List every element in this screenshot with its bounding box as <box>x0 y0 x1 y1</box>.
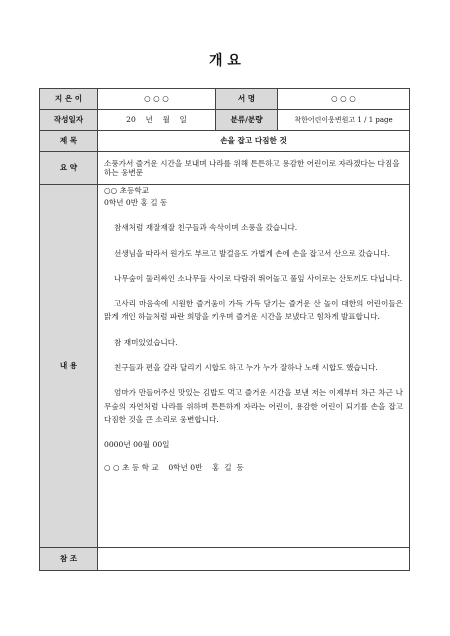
date-label: 작성일자 <box>40 110 98 131</box>
author-value: ○ ○ ○ <box>98 89 216 110</box>
reference-label: 참 조 <box>40 548 98 571</box>
date-line: 0000년 00월 00일 <box>104 440 170 450</box>
author-label: 지 은 이 <box>40 89 98 110</box>
paragraph-7: 엄마가 만들어주신 맛있는 김밥도 먹고 즐거운 시간을 보낸 저는 이제부터 차근 차근 나무숲의 자연처럼 나라를 위하며 튼튼하게 자라는 어린이, 용감한 어린이 되기를 손을 잡고 다짐한 것을 큰 소리로 웅변합니다. <box>104 388 403 424</box>
paragraph-3: 나무숲이 둘러싸인 소나무들 사이로 다람쥐 뛰어놀고 풀잎 사이로는 산토끼도 다닙니다. <box>114 273 403 283</box>
summary-row <box>40 152 410 185</box>
date-row <box>40 110 410 131</box>
author-row <box>40 89 410 110</box>
paragraph-1: 참새처럼 재잘재잘 친구들과 속삭이며 소풍을 갔습니다. <box>114 223 298 233</box>
subject-value: 손을 잡고 다짐한 것 <box>98 131 410 152</box>
reference-value <box>98 548 410 571</box>
content-label: 내 용 <box>40 185 98 548</box>
class-line: 0학년 0반 홍 길 동 <box>104 198 168 208</box>
category-value: 착한어린이웅변원고 1 / 1 page <box>278 110 410 131</box>
signature-label: 서 명 <box>216 89 278 110</box>
paragraph-2: 선생님을 따라서 원가도 부르고 발걸음도 가볍게 손에 손을 잡고서 산으로 갔습니다. <box>114 248 390 258</box>
paragraph-4: 고사리 마음속에 시원한 즐거움이 가득 가득 담기는 즐거운 산 놀이 대한의 어린이들은 맑게 개인 하늘처럼 파란 희망을 키우며 즐거운 시간을 보냈다고 힘차게 발표합니다. <box>104 299 403 322</box>
paragraph-6: 친구들과 편을 갈라 달리기 시합도 하고 누가 누가 잘하나 노래 시합도 했습니다. <box>114 362 378 372</box>
summary-label: 요 약 <box>40 152 98 185</box>
paragraph-5: 참 재미있었습니다. <box>114 337 178 347</box>
outline-form-table <box>39 88 410 571</box>
signoff-line: ○ ○ 초 등 학 교 0학년 0반 홍 길 동 <box>104 463 244 473</box>
subject-row <box>40 131 410 152</box>
content-row <box>40 185 410 548</box>
school-line: ○○ 초등학교 <box>104 186 150 195</box>
content-body <box>98 185 410 548</box>
reference-row <box>40 548 410 571</box>
signature-value: ○ ○ ○ <box>278 89 410 110</box>
subject-label: 제 목 <box>40 131 98 152</box>
category-label: 분류/분량 <box>216 110 278 131</box>
date-value: 20 년 월 일 <box>98 110 216 131</box>
summary-value: 소풍가서 즐거운 시간을 보내며 나라를 위해 튼튼하고 용감한 어린이로 자라겠다는 다짐을 하는 웅변문 <box>98 152 410 185</box>
page-title: 개 요 <box>209 53 241 69</box>
